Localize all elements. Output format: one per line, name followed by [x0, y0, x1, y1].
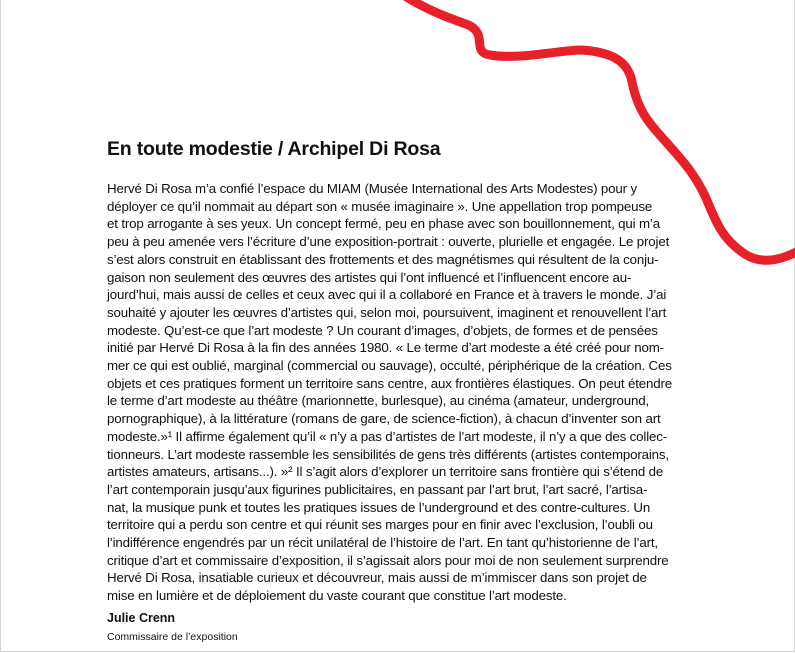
body-line: gaison non seulement des œuvres des artistes qui l’ont influencé et l’influencent encore au-: [107, 269, 632, 285]
body-line: nat, la musique punk et toutes les pratiques issues de l’underground et des contre-cultures. Un: [107, 499, 651, 515]
body-line: critique d’art et commissaire d’exposition, il s’agissait alors pour moi de non seulement surprendre: [107, 552, 669, 568]
body-line: objets et ces pratiques forment un territoire sans centre, aux frontières élastiques. On peut étendre: [107, 375, 673, 391]
body-line: artistes amateurs, artisans...). »² Il s’agit alors d’explorer un territoire sans frontière qui s’étend de: [107, 464, 664, 480]
body-line: modeste. Qu’est-ce que l’art modeste ? Un courant d’images, d’objets, de formes et de pensées: [107, 322, 658, 338]
body-line: modeste.»¹ Il affirme également qu’il « n’y a pas d’artistes de l’art modeste, il n’y a que des collec-: [107, 428, 668, 444]
body-line: jourd’hui, mais aussi de celles et ceux avec qui il a collaboré en France et à travers le monde. J’ai: [107, 287, 667, 303]
body-line: Hervé Di Rosa, insatiable curieux et découvreur, mais aussi de m’immiscer dans son projet de: [107, 570, 647, 586]
document-title: En toute modestie / Archipel Di Rosa: [107, 138, 441, 160]
author-name: Julie Crenn: [107, 611, 176, 625]
body-line: s’est alors construit en établissant des frottements et des magnétismes qui résultent de la conju-: [107, 251, 659, 267]
body-line: territoire qui a perdu son centre et qui réunit ses marges pour en finir avec l’exclusion, l’oubli ou: [107, 517, 653, 533]
body-line: pornographique), à la littérature (romans de gare, de science-fiction), à chacun d’inventer son art: [107, 411, 661, 427]
body-text: [107, 180, 689, 605]
body-line: Hervé Di Rosa m’a confié l’espace du MIAM (Musée International des Arts Modestes) pour y: [107, 181, 637, 196]
body-line: mise en lumière et de déploiement du vaste courant que constitue l’art modeste.: [107, 588, 567, 604]
body-line: déployer ce qu’il nommait au départ son « musée imaginaire ». Une appellation trop pompeuse: [107, 198, 653, 214]
body-line: mer ce qui est oublié, marginal (commercial ou sauvage), occulté, périphérique de la création. Ces: [107, 358, 672, 374]
body-line: initié par Hervé Di Rosa à la fin des années 1980. « Le terme d’art modeste a été créé pour nom-: [107, 340, 664, 356]
body-line: tionneurs. L’art modeste rassemble les sensibilités de gens très différents (artistes contemporains,: [107, 446, 669, 462]
author-role: Commissaire de l’exposition: [107, 631, 238, 643]
body-line: l’indifférence engendrés par un récit unilatéral de l’histoire de l’art. En tant qu’historienne de l’art,: [107, 535, 658, 551]
body-line: le terme d’art modeste au théâtre (marionnette, burlesque), au cinéma (amateur, underground,: [107, 393, 650, 409]
body-line: souhaité y ajouter les œuvres d’artistes qui, selon moi, poursuivent, imaginent et renouvellent l’art: [107, 304, 667, 320]
body-line: peu à peu amenée vers l’écriture d’une exposition-portrait : ouverte, plurielle et engagée. Le projet: [107, 234, 670, 250]
body-line: l’art contemporain jusqu’aux figurines publicitaires, en passant par l’art brut, l’art sacré, l’artisa-: [107, 481, 648, 497]
body-line: et trop arrogante à ses yeux. Un concept fermé, peu en phase avec son bouillonnement, qui m’a: [107, 216, 660, 232]
